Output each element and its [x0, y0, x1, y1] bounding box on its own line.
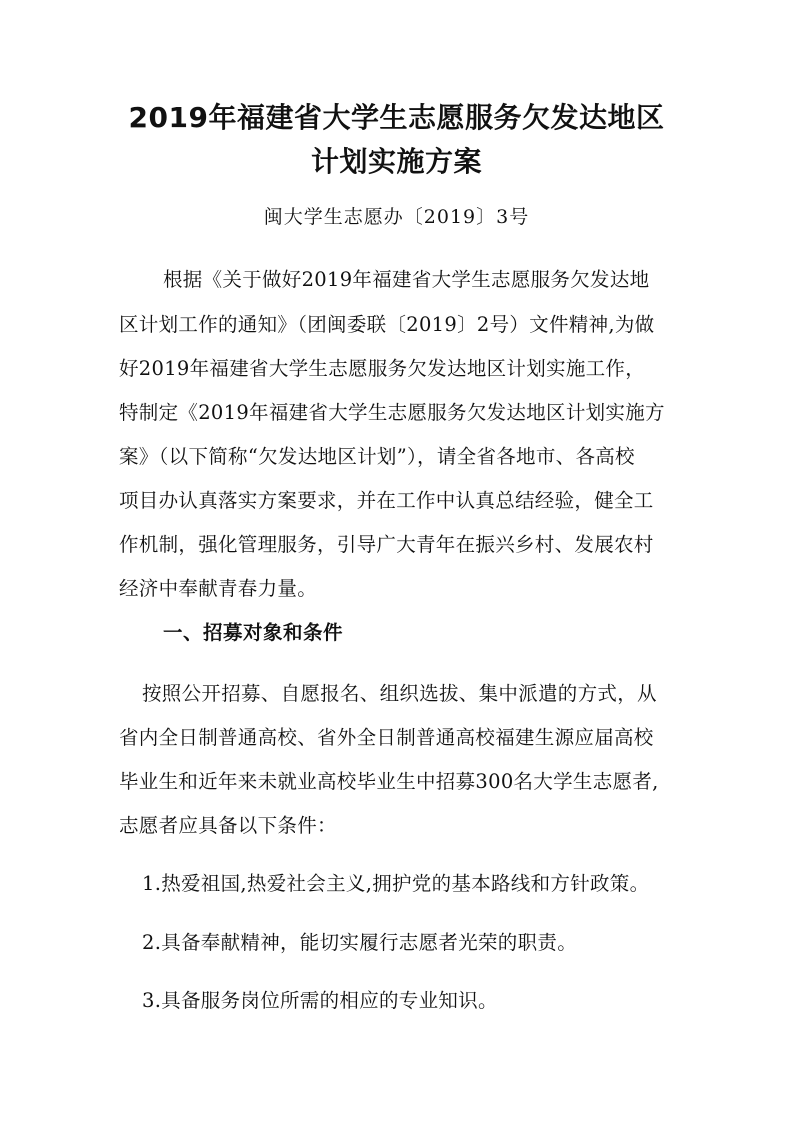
paragraph-line: 志愿者应具备以下条件： [119, 814, 337, 837]
document-number: 闽大学生志愿办〔2019〕3号 [263, 206, 530, 228]
document-title-line-1: 2019年福建省大学生志愿服务欠发达地区 [128, 101, 665, 134]
document-title-line-2: 计划实施方案 [310, 145, 482, 178]
paragraph-line: 根据《关于做好2019年福建省大学生志愿服务欠发达地 [163, 268, 650, 291]
paragraph-line: 项目办认真落实方案要求，并在工作中认真总结经验，健全工 [119, 489, 654, 512]
paragraph-line: 区计划工作的通知》（团闽委联〔2019〕2号）文件精神,为做 [119, 313, 655, 336]
paragraph-line: 经济中奉献青春力量。 [119, 577, 318, 600]
paragraph-line: 作机制，强化管理服务，引导广大青年在振兴乡村、发展农村 [119, 533, 654, 556]
section-heading-recruitment: 一、招募对象和条件 [163, 621, 344, 644]
paragraph-line: 特制定《2019年福建省大学生志愿服务欠发达地区计划实施方 [119, 401, 665, 424]
condition-item: 3.具备服务岗位所需的相应的专业知识。 [142, 989, 498, 1012]
paragraph-line: 案》（以下简称“欠发达地区计划”），请全省各地市、各高校 [119, 445, 635, 468]
paragraph-line: 省内全日制普通高校、省外全日制普通高校福建生源应届高校 [119, 726, 654, 749]
paragraph-line: 毕业生和近年来未就业高校毕业生中招募300名大学生志愿者, [119, 770, 659, 793]
condition-item: 2.具备奉献精神，能切实履行志愿者光荣的职责。 [142, 931, 578, 954]
condition-item: 1.热爱祖国,热爱社会主义,拥护党的基本路线和方针政策。 [142, 872, 650, 895]
paragraph-line: 按照公开招募、自愿报名、组织选拔、集中派遣的方式，从 [142, 682, 657, 705]
paragraph-line: 好2019年福建省大学生志愿服务欠发达地区计划实施工作， [119, 357, 646, 380]
